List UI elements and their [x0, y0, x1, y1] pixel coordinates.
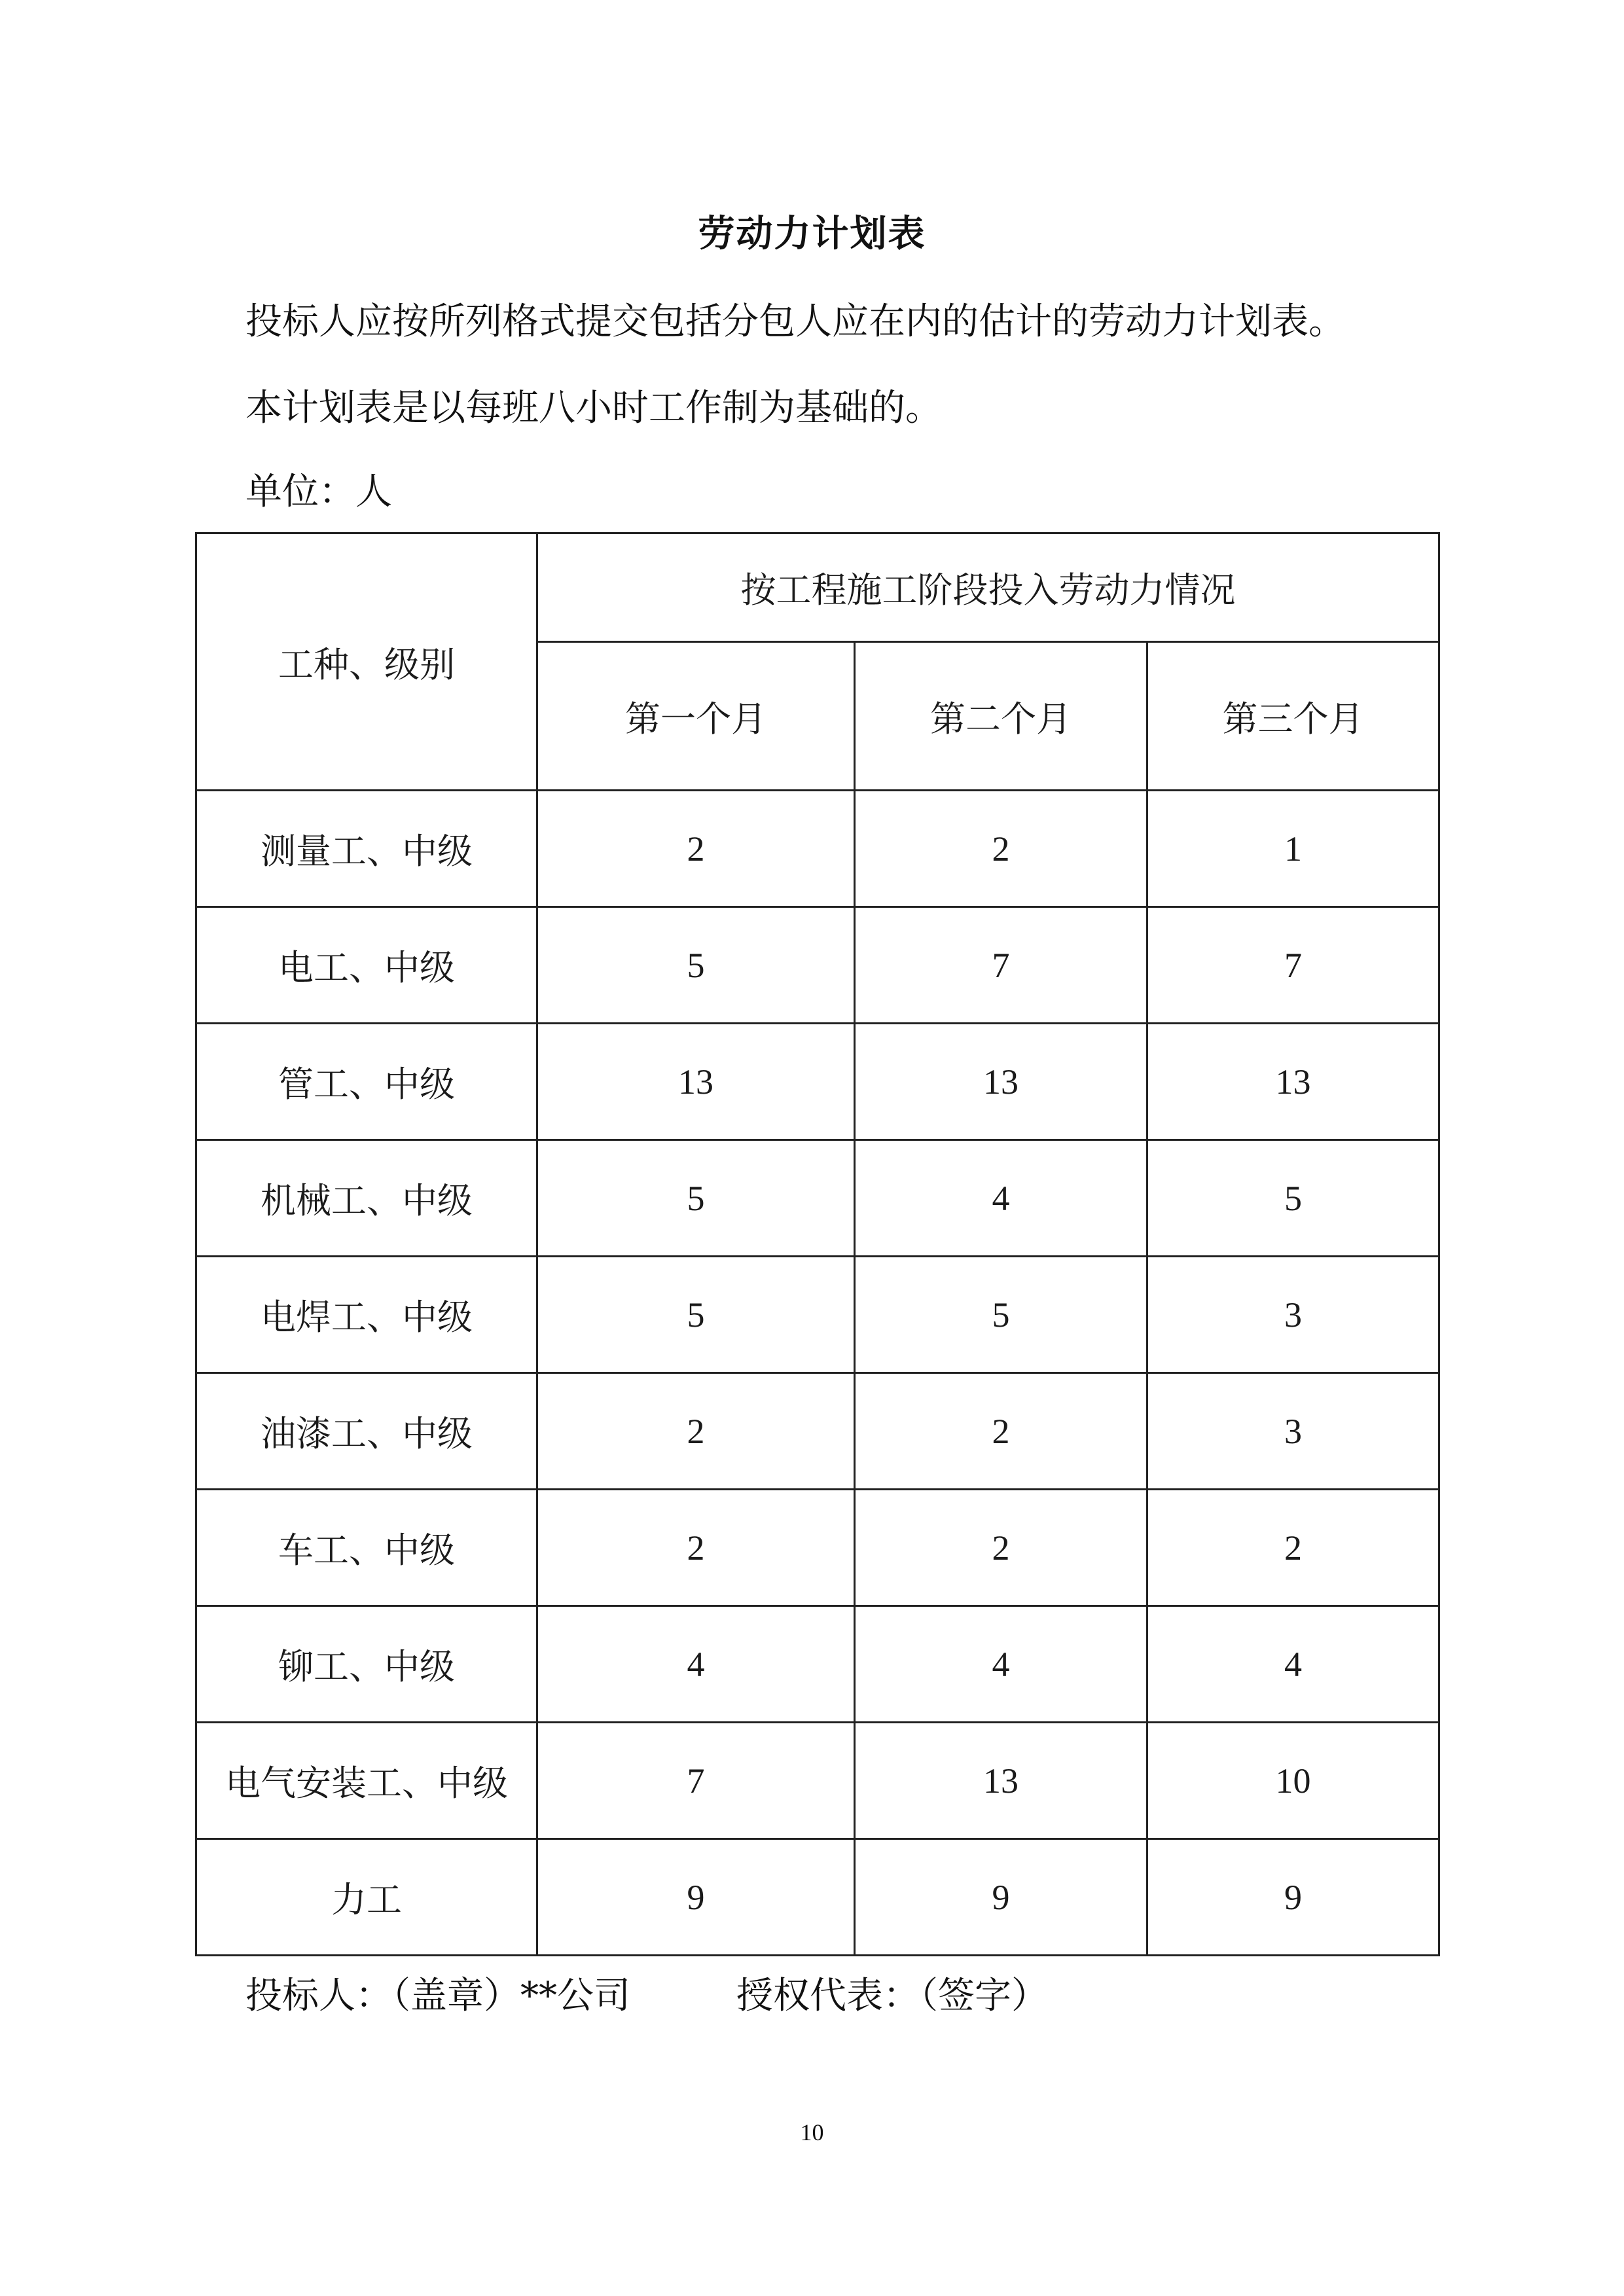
trade-cell: 测量工、中级: [196, 791, 537, 907]
month-2-count-cell: 4: [855, 1140, 1147, 1257]
month-header-2: 第二个月: [855, 642, 1147, 791]
month-2-count-cell: 13: [855, 1723, 1147, 1839]
month-3-count-cell: 2: [1147, 1490, 1439, 1606]
month-3-count-cell: 4: [1147, 1606, 1439, 1723]
month-header-1: 第一个月: [537, 642, 855, 791]
month-3-count-cell: 9: [1147, 1839, 1439, 1956]
month-2-count-cell: 4: [855, 1606, 1147, 1723]
basis-paragraph: 本计划表是以每班八小时工作制为基础的。: [245, 387, 942, 429]
month-2-count-cell: 2: [855, 791, 1147, 907]
month-header-3: 第三个月: [1147, 642, 1439, 791]
bidder-signature-line: 投标人：（盖章）**公司: [245, 1975, 630, 2017]
trade-column-header: 工种、级别: [196, 533, 537, 791]
month-3-count-cell: 3: [1147, 1373, 1439, 1490]
trade-cell: 力工: [196, 1839, 537, 1956]
page-title: 劳动力计划表: [698, 213, 926, 255]
unit-label: 单位：人: [245, 471, 392, 513]
table-row: [196, 1373, 1439, 1490]
month-2-count-cell: 9: [855, 1839, 1147, 1956]
month-3-count-cell: 7: [1147, 907, 1439, 1024]
month-1-count-cell: 5: [537, 1140, 855, 1257]
month-3-count-cell: 10: [1147, 1723, 1439, 1839]
month-1-count-cell: 5: [537, 1257, 855, 1373]
trade-cell: 车工、中级: [196, 1490, 537, 1606]
page-number: 10: [800, 2119, 824, 2145]
trade-cell: 管工、中级: [196, 1024, 537, 1140]
trade-cell: 油漆工、中级: [196, 1373, 537, 1490]
month-3-count-cell: 13: [1147, 1024, 1439, 1140]
intro-paragraph: 投标人应按所列格式提交包括分包人应在内的估计的劳动力计划表。: [245, 300, 1345, 343]
month-3-count-cell: 1: [1147, 791, 1439, 907]
table-row: [196, 1257, 1439, 1373]
month-3-count-cell: 3: [1147, 1257, 1439, 1373]
table-row: [196, 1024, 1439, 1140]
month-1-count-cell: 4: [537, 1606, 855, 1723]
month-2-count-cell: 13: [855, 1024, 1147, 1140]
month-1-count-cell: 2: [537, 1490, 855, 1606]
table-row: [196, 1839, 1439, 1956]
trade-cell: 铆工、中级: [196, 1606, 537, 1723]
trade-cell: 机械工、中级: [196, 1140, 537, 1257]
month-1-count-cell: 9: [537, 1839, 855, 1956]
month-1-count-cell: 2: [537, 791, 855, 907]
table-row: [196, 907, 1439, 1024]
month-2-count-cell: 2: [855, 1490, 1147, 1606]
phase-group-header: 按工程施工阶段投入劳动力情况: [537, 533, 1439, 642]
month-1-count-cell: 2: [537, 1373, 855, 1490]
trade-cell: 电气安装工、中级: [196, 1723, 537, 1839]
month-2-count-cell: 7: [855, 907, 1147, 1024]
table-row: [196, 791, 1439, 907]
table-row: [196, 1140, 1439, 1257]
table-row: [196, 1606, 1439, 1723]
labor-plan-table: [195, 532, 1440, 1956]
month-1-count-cell: 13: [537, 1024, 855, 1140]
trade-cell: 电工、中级: [196, 907, 537, 1024]
month-1-count-cell: 7: [537, 1723, 855, 1839]
trade-cell: 电焊工、中级: [196, 1257, 537, 1373]
representative-signature-line: 授权代表：（签字）: [736, 1975, 1048, 2017]
month-3-count-cell: 5: [1147, 1140, 1439, 1257]
table-row: [196, 1723, 1439, 1839]
month-2-count-cell: 5: [855, 1257, 1147, 1373]
table-header-row: [196, 533, 1439, 642]
month-2-count-cell: 2: [855, 1373, 1147, 1490]
table-row: [196, 1490, 1439, 1606]
month-1-count-cell: 5: [537, 907, 855, 1024]
